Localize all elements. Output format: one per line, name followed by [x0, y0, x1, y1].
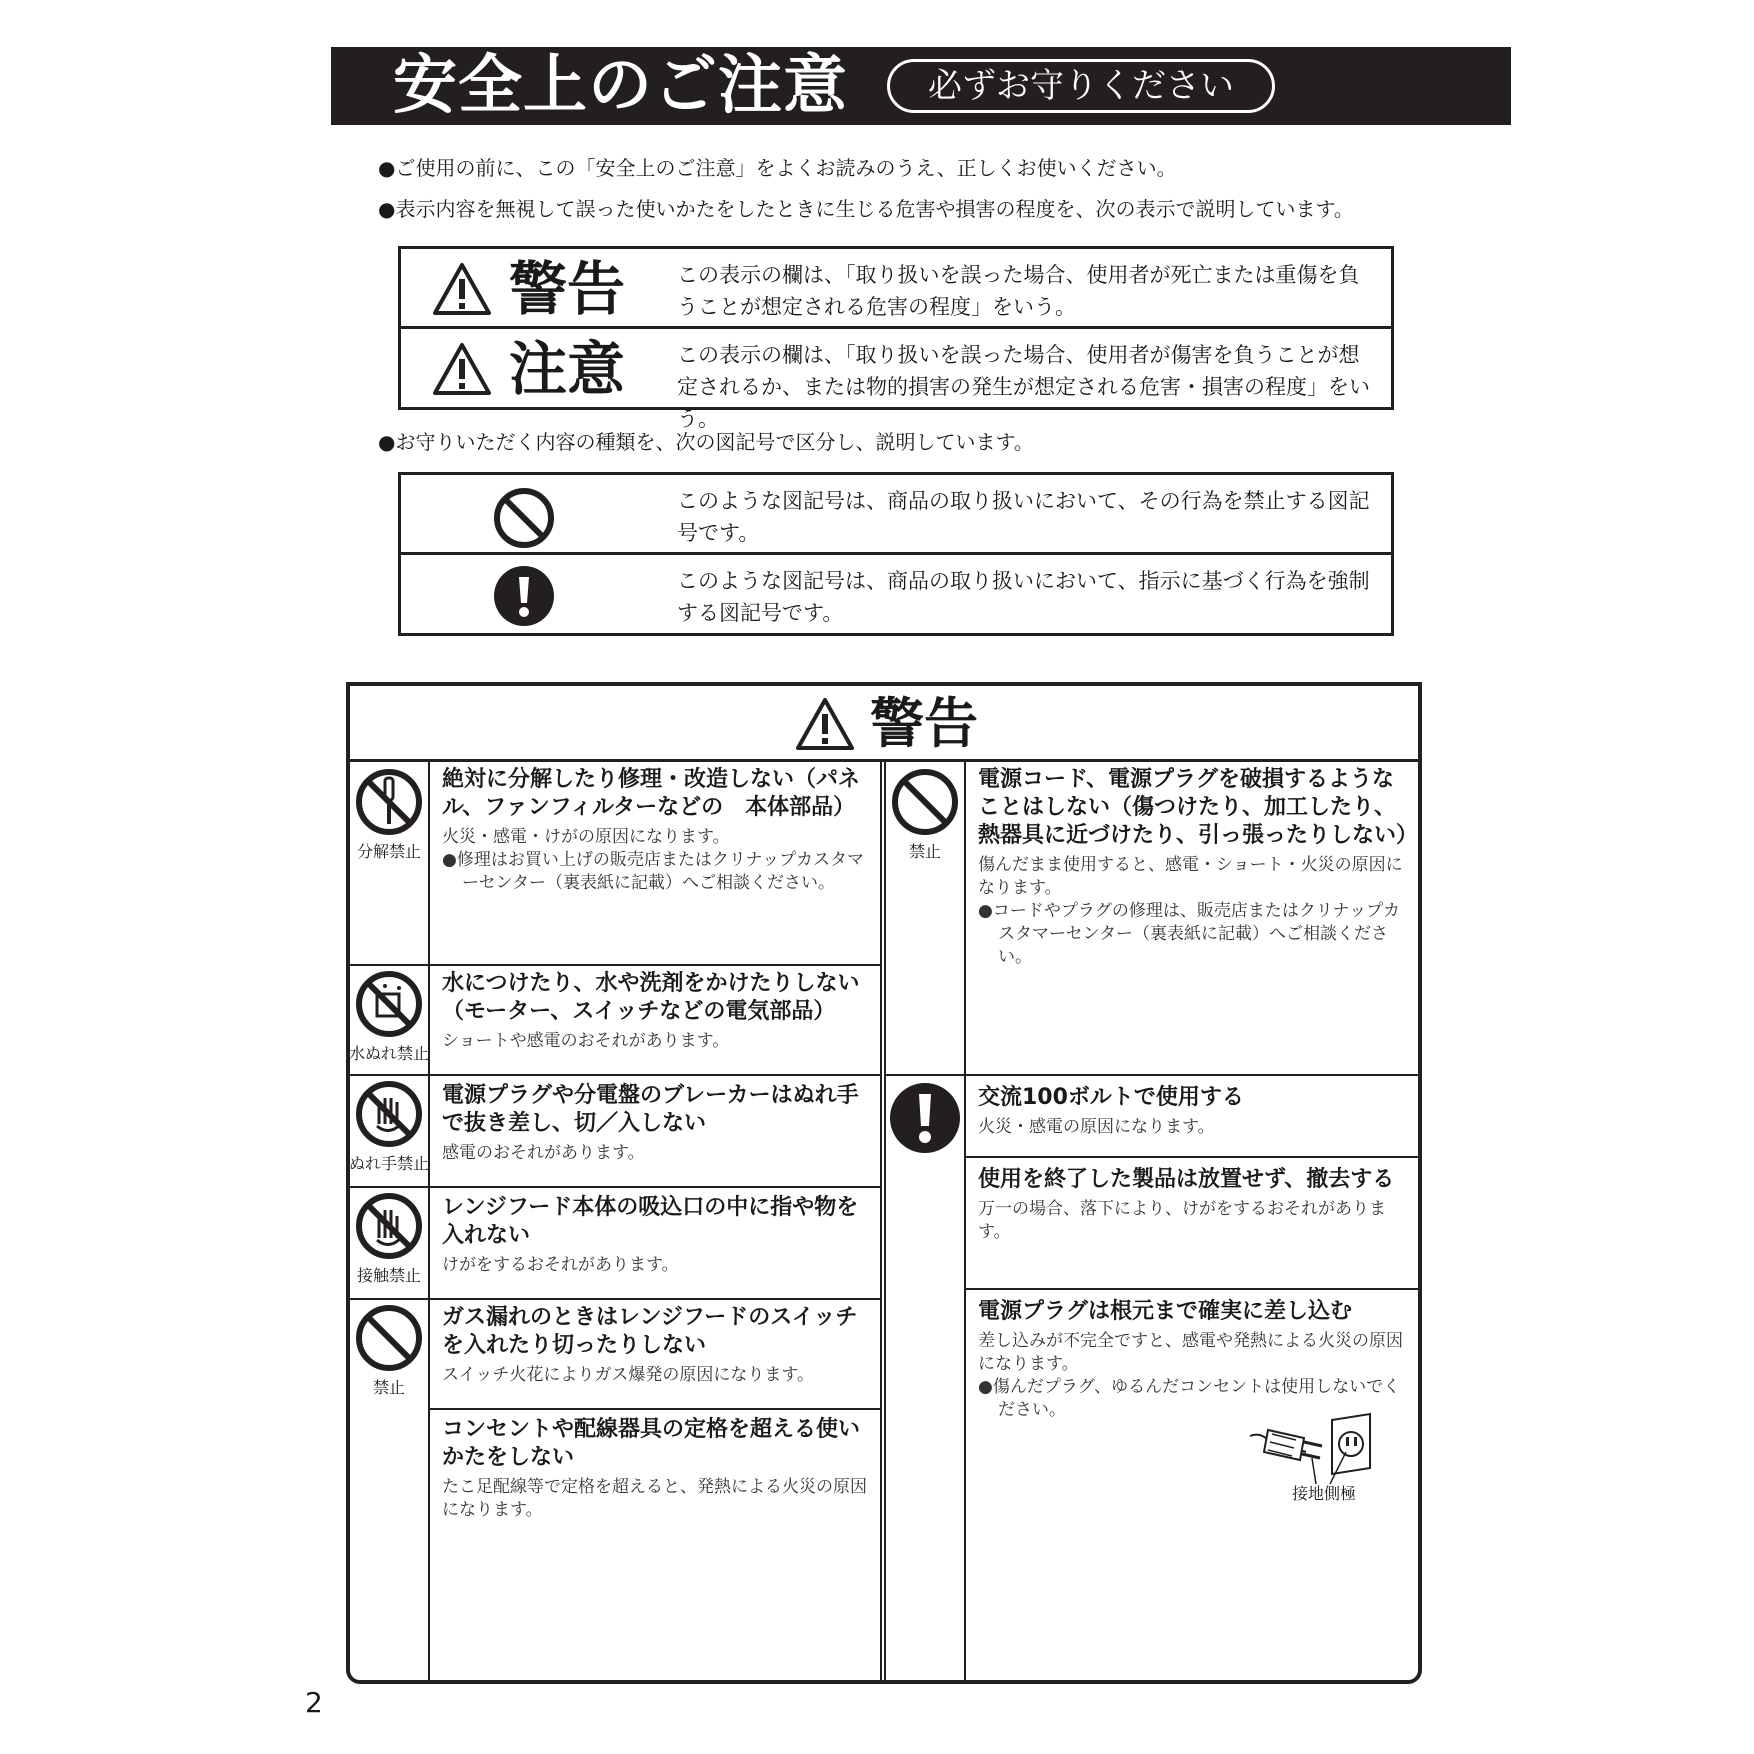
level-warning-text-label: 警告 [509, 255, 626, 323]
no-touch-icon [355, 1192, 423, 1260]
intro-line-2: ●表示内容を無視して誤った使いかたをしたときに生じる危害や損害の程度を、次の表示で説明しています。 [378, 197, 1354, 221]
icon-cell-no-touch [348, 1192, 430, 1286]
prohibition-icon [891, 768, 959, 836]
icon-cell-disassembly [348, 768, 430, 862]
symbols-box [398, 472, 1394, 636]
levels-box [398, 246, 1394, 431]
level-warning-description: この表示の欄は、「取り扱いを誤った場合、使用者が死亡または重傷を負うことが想定される危害の程度」をいう。 [677, 263, 1360, 319]
warning-item-disassembly: 絶対に分解したり修理・改造しない（パネル、ファンフィルターなどの 本体部品） 火災・感電・けがの原因になります。 ●修理はお買い上げの販売店またはクリナップカスタマーセンター（裏表紙に記載）へご相談ください。 [442, 767, 864, 893]
warning-item-removal: 使用を終了した製品は放置せず、撤去する 万一の場合、落下により、けがをするおそれがあります。 [978, 1167, 1395, 1242]
symbols-intro: ●お守りいただく内容の種類を、次の図記号で区分し、説明しています。 [378, 430, 1034, 454]
prohibition-icon [493, 487, 555, 549]
no-disassembly-icon [355, 768, 423, 836]
mandatory-icon [493, 565, 555, 627]
warning-triangle-icon [794, 696, 856, 752]
icon-label-prohibited: 禁止 [372, 1378, 405, 1397]
level-caution-label [431, 335, 625, 403]
level-caution-description: この表示の欄は、「取り扱いを誤った場合、使用者が傷害を負うことが想定されるか、または物的損害の発生が想定される危害・損害の程度」をいう。 [677, 343, 1370, 431]
level-caution-text-label: 注意 [509, 335, 626, 403]
icon-label-cord-prohibited: 禁止 [908, 842, 941, 861]
warning-item-wet-hands: 電源プラグや分電盤のブレーカーはぬれ手で抜き差し、切／入しない 感電のおそれがあります。 [442, 1083, 859, 1163]
prohibition-icon [355, 1304, 423, 1372]
icon-label-no-water: 水ぬれ禁止 [348, 1044, 429, 1063]
level-warning-label [431, 255, 625, 323]
warning-section-header [350, 686, 1418, 762]
icon-cell-prohibited [348, 1304, 430, 1398]
icon-cell-no-wet-hands [348, 1080, 430, 1174]
icon-cell-no-water [348, 970, 430, 1064]
icon-label-no-wet-hands: ぬれ手禁止 [348, 1154, 429, 1173]
level-warning-row [401, 249, 1391, 329]
warning-triangle-icon [431, 261, 493, 317]
icon-cell-cord-prohibited [884, 768, 966, 862]
warning-section-title: 警告 [870, 692, 978, 755]
symbol-mandatory-text: このような図記号は、商品の取り扱いにおいて、指示に基づく行為を強制する図記号です。 [677, 569, 1370, 625]
caution-triangle-icon [431, 341, 493, 397]
warning-item-water: 水につけたり、水や洗剤をかけたりしない（モーター、スイッチなどの電気部品） ショートや感電のおそれがあります。 [442, 971, 860, 1051]
symbol-mandatory-row [401, 555, 1391, 633]
warning-item-outlet-rating: コンセントや配線器具の定格を超える使いかたをしない たこ足配線等で定格を超えると、発熱による火災の原因になります。 [442, 1417, 867, 1520]
mandatory-icon [889, 1082, 961, 1154]
intro-line-1: ●ご使用の前に、この「安全上のご注意」をよくお読みのうえ、正しくお使いください。 [378, 156, 1177, 180]
no-wet-hands-icon [355, 1080, 423, 1148]
no-water-icon [355, 970, 423, 1038]
icon-cell-mandatory [884, 1082, 966, 1158]
page-title: 安全上のご注意 [393, 49, 848, 123]
icon-label-no-touch: 接触禁止 [356, 1266, 421, 1285]
plug-figure-label: 接地側極 [1292, 1484, 1357, 1503]
icon-label-disassembly: 分解禁止 [356, 842, 421, 861]
warning-item-plug-insert: 電源プラグは根元まで確実に差し込む 差し込みが不完全ですと、感電や発熱による火災の原因になります。 ●傷んだプラグ、ゆるんだコンセントは使用しないでください。 [978, 1299, 1403, 1420]
warning-item-intake: レンジフード本体の吸込口の中に指や物を入れない けがをするおそれがあります。 [442, 1195, 859, 1275]
page-number: 2 [305, 1686, 323, 1719]
header-pill: 必ずお守りください [887, 59, 1275, 113]
header-bar [331, 47, 1511, 125]
symbol-prohibition-row [401, 475, 1391, 555]
warning-item-ac-100v: 交流100ボルトで使用する 火災・感電の原因になります。 [978, 1085, 1244, 1137]
symbol-prohibition-text: このような図記号は、商品の取り扱いにおいて、その行為を禁止する図記号です。 [677, 489, 1370, 545]
warning-item-power-cord: 電源コード、電源プラグを破損するようなことはしない（傷つけたり、加工したり、熱器具に近づけたり、引っ張ったりしない） 傷んだまま使用すると、感電・ショート・火災の原因になります。 ●コードやプラグの修理は、販売店またはクリナップカスタマーセンター（裏表紙に記載）へご相談ください。 [978, 767, 1419, 967]
warning-item-gas-leak: ガス漏れのときはレンジフードのスイッチを入れたり切ったりしない スイッチ火花によりガス爆発の原因になります。 [442, 1305, 858, 1385]
plug-outlet-icon [1246, 1412, 1376, 1490]
level-caution-row [401, 329, 1391, 431]
